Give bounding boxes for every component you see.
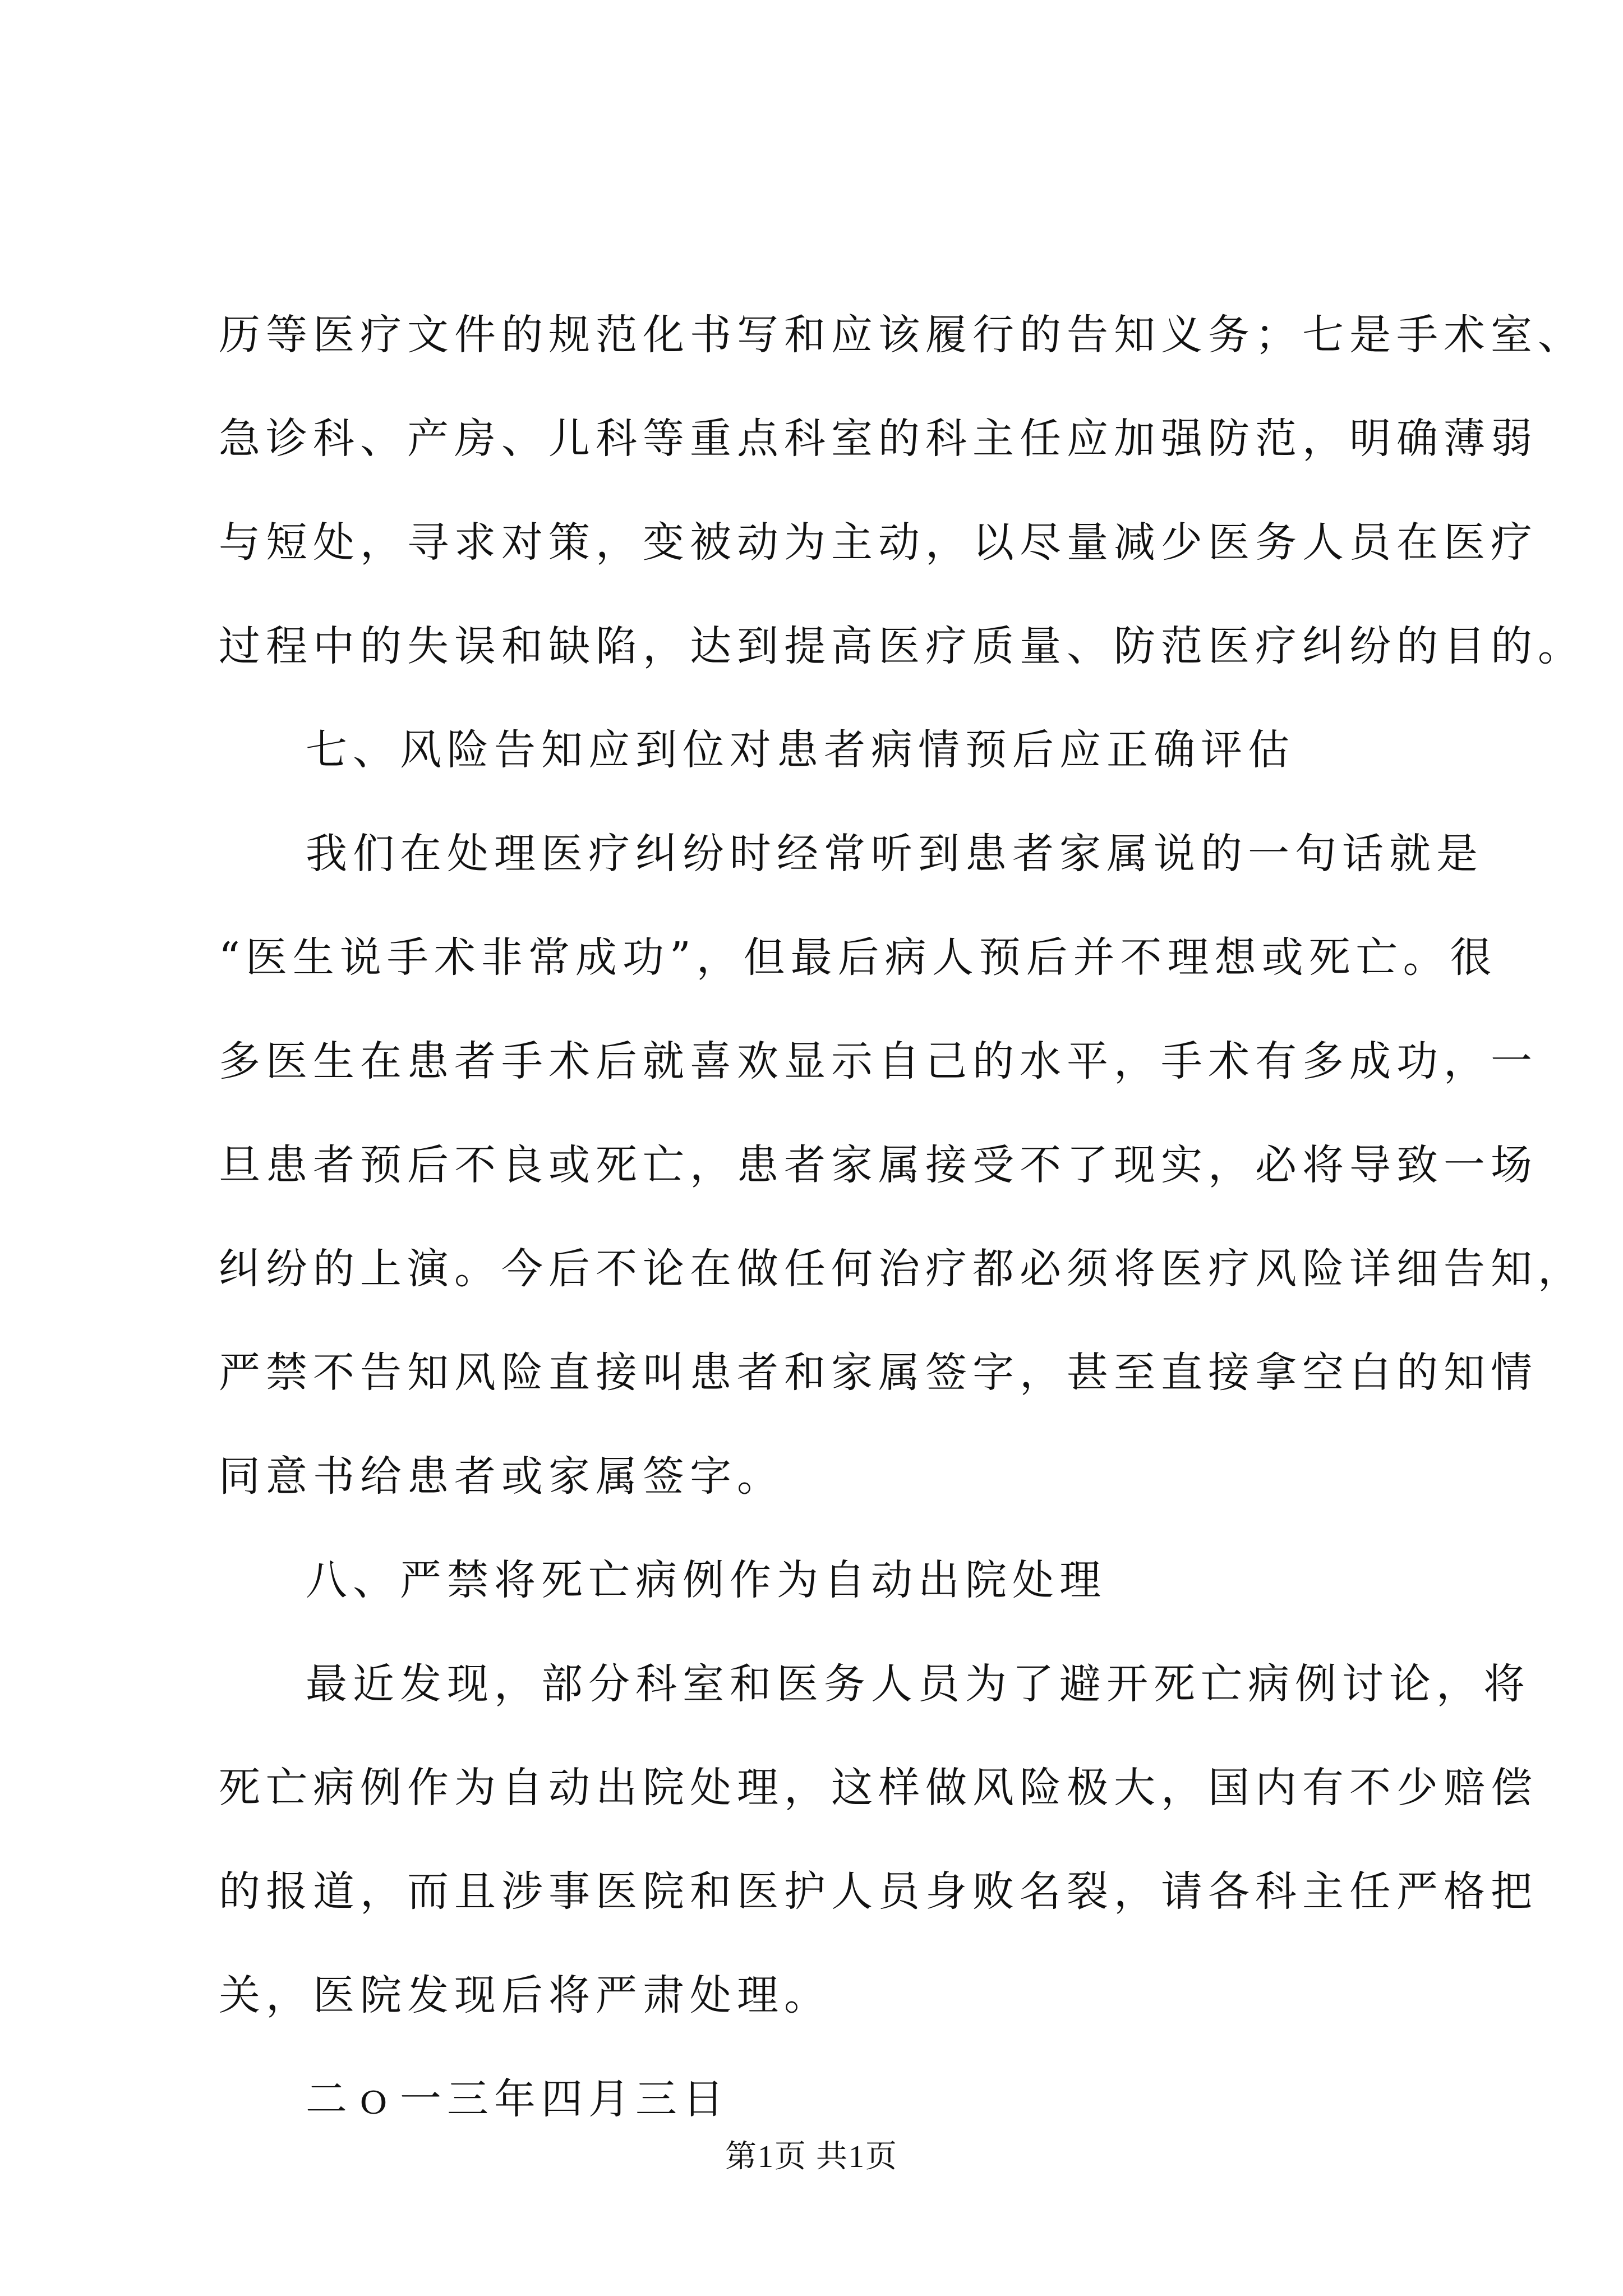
body-line: 同意书给患者或家属签字。 (219, 1452, 784, 1501)
body-line: 与短处，寻求对策，变被动为主动，以尽量减少医务人员在医疗 (219, 518, 1538, 567)
body-line: 纠纷的上演。今后不论在做任何治疗都必须将医疗风险详细告知， (219, 1245, 1585, 1293)
paragraph-first-line: 最近发现，部分科室和医务人员为了避开死亡病例讨论，将 (306, 1660, 1530, 1708)
body-line: 历等医疗文件的规范化书写和应该履行的告知义务；七是手术室、 (219, 311, 1585, 359)
document-body (219, 283, 1585, 2151)
body-line: 的报道，而且涉事医院和医护人员身败名裂，请各科主任严格把 (219, 1867, 1538, 1916)
body-line: 死亡病例作为自动出院处理，这样做风险极大，国内有不少赔偿 (219, 1764, 1538, 1812)
body-line: 多医生在患者手术后就喜欢显示自己的水平，手术有多成功，一 (219, 1037, 1538, 1085)
body-line: 旦患者预后不良或死亡，患者家属接受不了现实，必将导致一场 (219, 1141, 1538, 1189)
page-number-footer: 第1页 共1页 (725, 2139, 898, 2174)
body-line: 过程中的失误和缺陷，达到提高医疗质量、防范医疗纠纷的目的。 (219, 622, 1585, 670)
body-line: 急诊科、产房、儿科等重点科室的科主任应加强防范，明确薄弱 (219, 415, 1538, 463)
document-date: 二ｏ一三年四月三日 (306, 2075, 730, 2123)
section-heading-8: 八、严禁将死亡病例作为自动出院处理 (306, 1556, 1106, 1604)
body-line: 严禁不告知风险直接叫患者和家属签字，甚至直接拿空白的知情 (219, 1349, 1538, 1397)
section-heading-7: 七、风险告知应到位对患者病情预后应正确评估 (306, 726, 1295, 774)
body-line: 关，医院发现后将严肃处理。 (219, 1971, 831, 2019)
paragraph-first-line: 我们在处理医疗纠纷时经常听到患者家属说的一句话就是 (306, 830, 1483, 878)
body-line: “医生说手术非常成功”，但最后病人预后并不理想或死亡。很 (219, 933, 1497, 982)
